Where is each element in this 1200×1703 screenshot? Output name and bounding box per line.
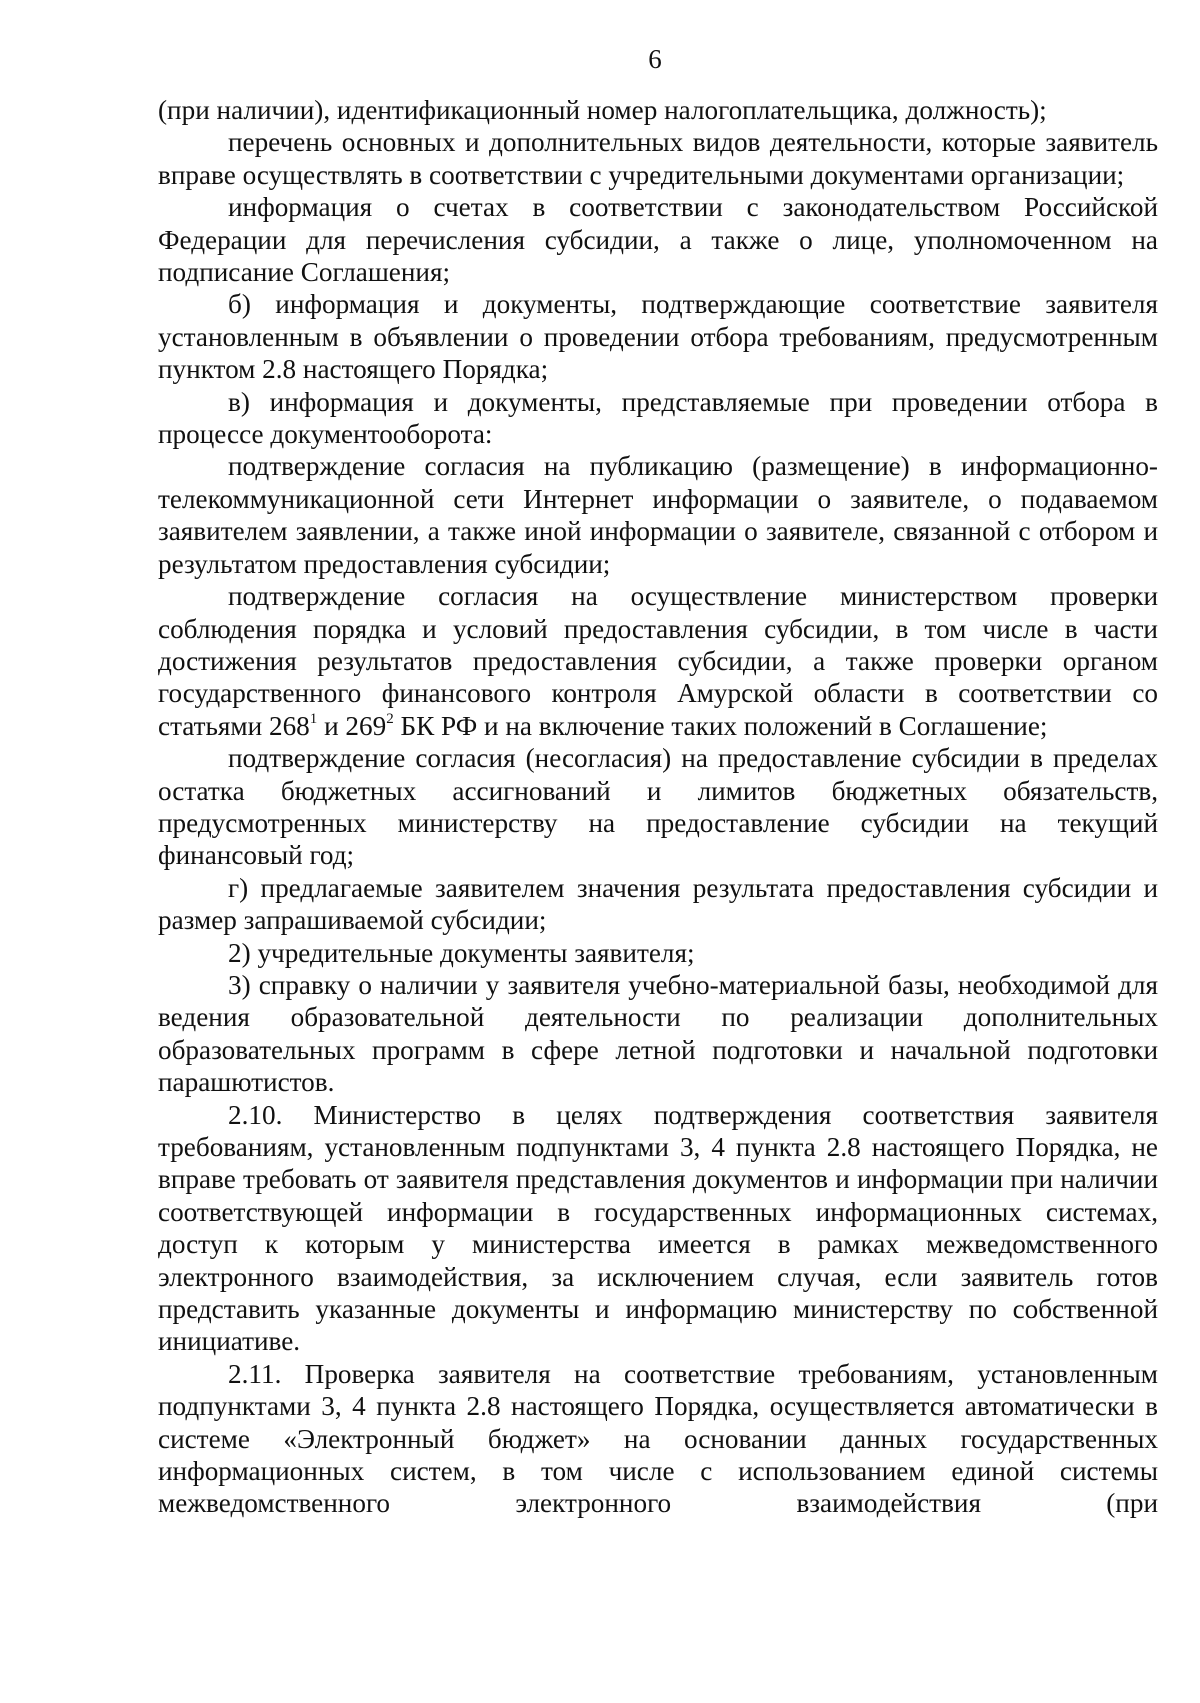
superscript-2: 2 [386,710,394,727]
superscript-1: 1 [309,710,318,727]
paragraph-item-g: г) предлагаемые заявителем значения результата предоставления субсидии и размер запрашиваемой субсидии; [158,872,1158,936]
paragraph-continuation: (при наличии), идентификационный номер налогоплательщика, должность); [158,95,1047,125]
document-body [158,94,1158,1520]
paragraph-item-3: 3) справку о наличии у заявителя учебно-материальной базы, необходимой для ведения образовательной деятельности по реализации дополнительных образовательных программ в сфере летной подготовки и начальной подготовки парашютистов. [158,969,1158,1098]
paragraph-limits-consent: подтверждение согласия (несогласия) на предоставление субсидии в пределах остатка бюджетных ассигнований и лимитов бюджетных обязательств, предусмотренных министерству на предоставление субсидии на текущий финансовый год; [158,743,1158,871]
paragraph-2-11: 2.11. Проверка заявителя на соответствие требованиям, установленным подпунктами 3, 4 пункта 2.8 настоящего Порядка, осуществляется автоматически в системе «Электронный бюджет» на основании данных государственных информационных систем, в том числе с использованием единой системы межведомственного электронного взаимодействия (при [158,1358,1158,1519]
paragraph-accounts: информация о счетах в соответствии с законодательством Российской Федерации для перечисления субсидии, а также о лице, уполномоченном на подписание Соглашения; [158,192,1158,288]
paragraph-item-b: б) информация и документы, подтверждающие соответствие заявителя установленным в объявлении о проведении отбора требованиям, предусмотренным пунктом 2.8 настоящего Порядка; [158,289,1158,385]
paragraph-verification-consent [158,580,1158,742]
paragraph-activities: перечень основных и дополнительных видов деятельности, которые заявитель вправе осуществлять в соответствии с учредительными документами организации; [158,127,1158,190]
verification-text-1: подтверждение согласия на осуществление министерством проверки соблюдения порядка и условий предоставления субсидии, в том числе в части достижения результатов предоставления субсидии, а также проверки органом государственного финансового контроля Амурской области в соответствии со статьями 268 [158,581,1158,741]
paragraph-item-v: в) информация и документы, представляемые при проведении отбора в процессе документооборота: [158,386,1158,450]
paragraph-2-10: 2.10. Министерство в целях подтверждения соответствия заявителя требованиям, установленным подпунктами 3, 4 пункта 2.8 настоящего Порядка, не вправе требовать от заявителя представления документов и информации при наличии соответствующей информации в государственных информационных системах, доступ к которым у министерства имеется в рамках межведомственного электронного взаимодействия, за исключением случая, если заявитель готов представить указанные документы и информацию министерству по собственной инициативе. [158,1099,1158,1357]
verification-text-2: и 269 [317,710,387,741]
verification-text-3: БК РФ и на включение таких положений в Соглашение; [393,710,1048,741]
paragraph-item-2: 2) учредительные документы заявителя; [228,937,695,968]
paragraph-publication-consent: подтверждение согласия на публикацию (размещение) в информационно-телекоммуникационной сети Интернет информации о заявителе, о подаваемом заявителем заявлении, а также иной информации о заявителе, связанной с отбором и результатом предоставления субсидии; [158,451,1158,579]
page-number: 6 [648,44,662,74]
